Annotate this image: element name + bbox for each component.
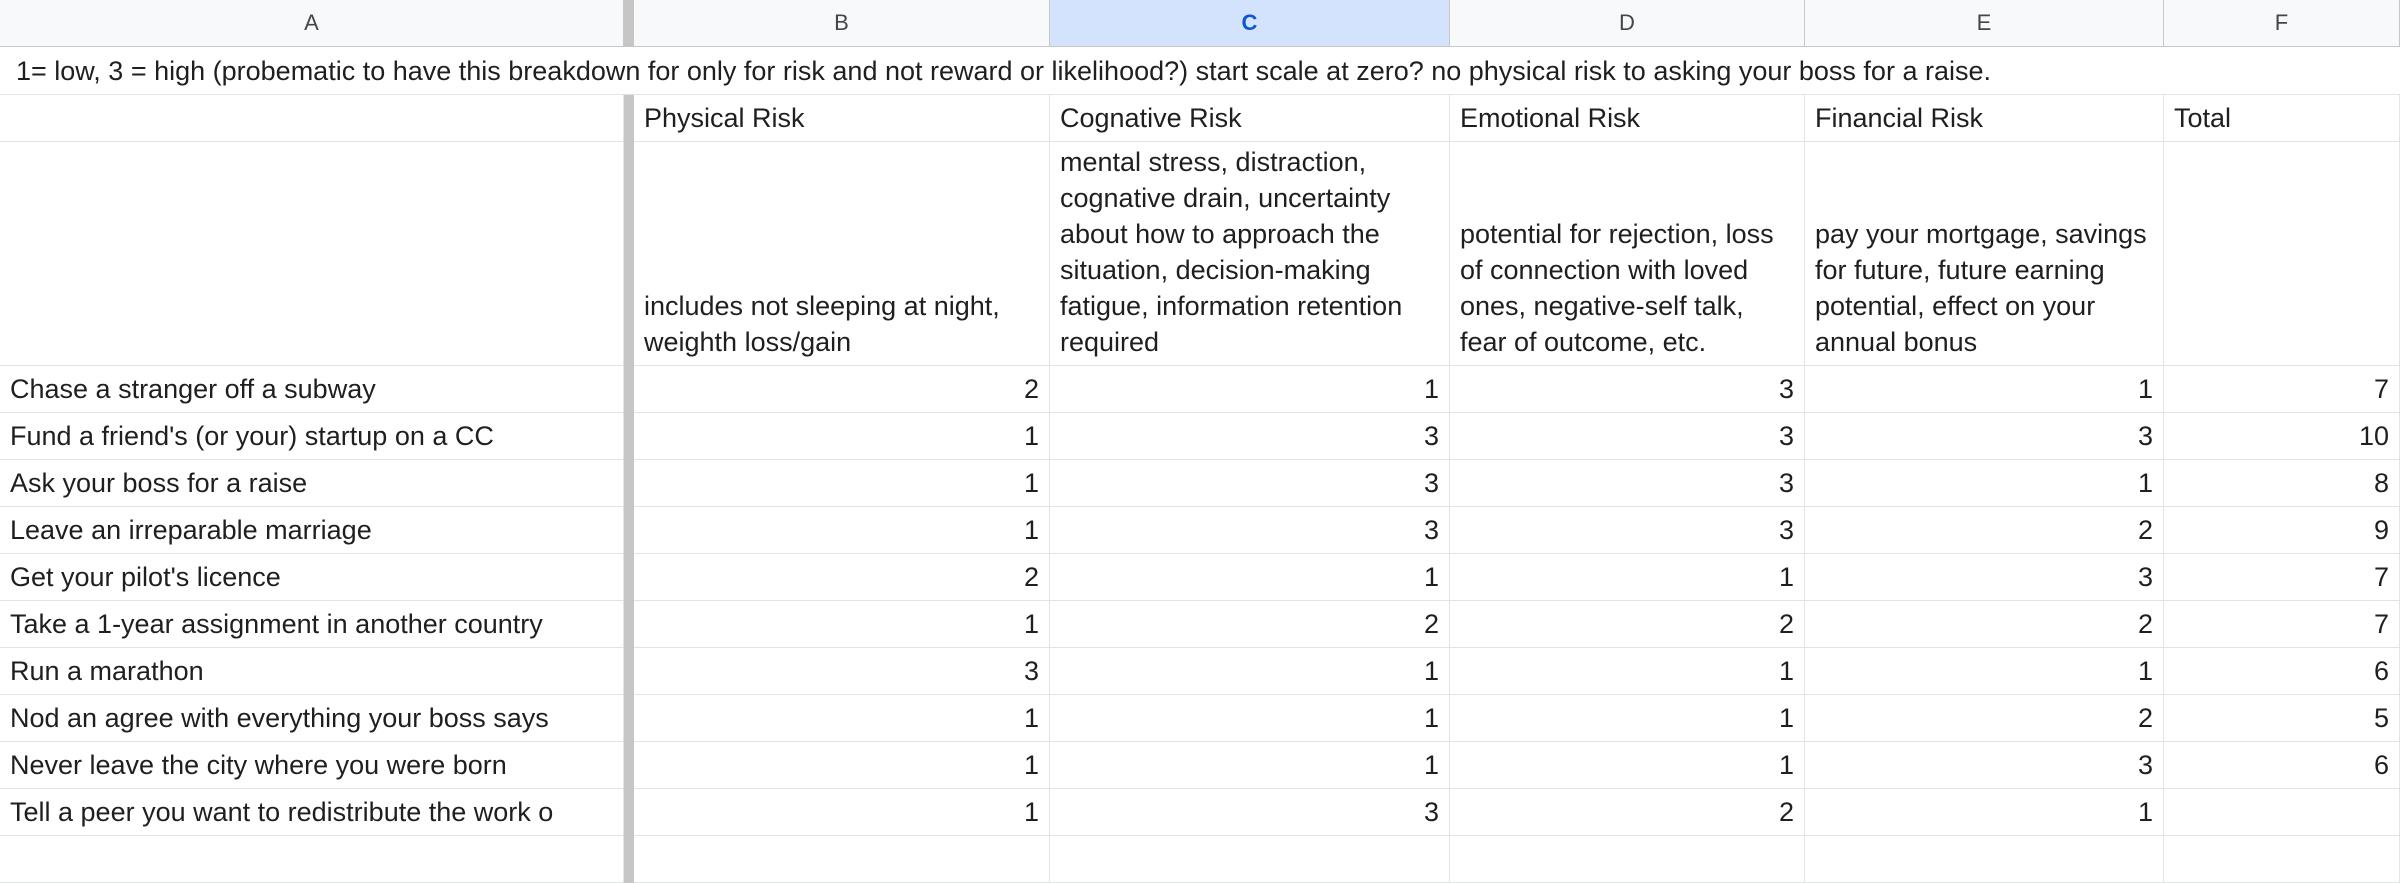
emotional-value[interactable]: 1 bbox=[1450, 695, 1805, 742]
cognitive-value[interactable]: 1 bbox=[1050, 648, 1450, 695]
activity-cell[interactable]: Leave an irreparable marriage bbox=[0, 507, 624, 554]
cognitive-value[interactable]: 3 bbox=[1050, 460, 1450, 507]
total-value[interactable]: 5 bbox=[2164, 695, 2400, 742]
financial-value[interactable]: 1 bbox=[1805, 460, 2164, 507]
financial-value[interactable]: 2 bbox=[1805, 601, 2164, 648]
physical-value[interactable]: 1 bbox=[634, 601, 1050, 648]
empty-cell[interactable] bbox=[2164, 836, 2400, 883]
frozen-column-divider[interactable] bbox=[624, 0, 634, 47]
activity-cell[interactable]: Never leave the city where you were born bbox=[0, 742, 624, 789]
total-value[interactable]: 6 bbox=[2164, 742, 2400, 789]
financial-value[interactable]: 1 bbox=[1805, 366, 2164, 413]
emotional-value[interactable]: 3 bbox=[1450, 460, 1805, 507]
activity-cell[interactable]: Fund a friend's (or your) startup on a CC bbox=[0, 413, 624, 460]
activity-cell[interactable]: Get your pilot's licence bbox=[0, 554, 624, 601]
total-value[interactable]: 8 bbox=[2164, 460, 2400, 507]
financial-value[interactable]: 3 bbox=[1805, 742, 2164, 789]
cognitive-value[interactable]: 3 bbox=[1050, 789, 1450, 836]
activity-cell[interactable]: Chase a stranger off a subway bbox=[0, 366, 624, 413]
activity-cell[interactable]: Take a 1-year assignment in another country bbox=[0, 601, 624, 648]
total-value[interactable]: 7 bbox=[2164, 554, 2400, 601]
physical-value[interactable]: 1 bbox=[634, 742, 1050, 789]
cognitive-value[interactable]: 2 bbox=[1050, 601, 1450, 648]
column-header-b[interactable]: B bbox=[634, 0, 1050, 47]
empty-cell[interactable] bbox=[0, 836, 624, 883]
physical-value[interactable]: 3 bbox=[634, 648, 1050, 695]
header-total[interactable]: Total bbox=[2164, 95, 2400, 142]
emotional-value[interactable]: 2 bbox=[1450, 789, 1805, 836]
physical-value[interactable]: 1 bbox=[634, 507, 1050, 554]
total-value[interactable]: 9 bbox=[2164, 507, 2400, 554]
activity-cell[interactable]: Run a marathon bbox=[0, 648, 624, 695]
header-financial-risk[interactable]: Financial Risk bbox=[1805, 95, 2164, 142]
financial-value[interactable]: 1 bbox=[1805, 789, 2164, 836]
frozen-divider-body bbox=[624, 95, 634, 883]
financial-value[interactable]: 2 bbox=[1805, 507, 2164, 554]
column-header-a[interactable]: A bbox=[0, 0, 624, 47]
financial-value[interactable]: 3 bbox=[1805, 554, 2164, 601]
emotional-value[interactable]: 3 bbox=[1450, 507, 1805, 554]
total-value[interactable]: 10 bbox=[2164, 413, 2400, 460]
column-header-c[interactable]: C bbox=[1050, 0, 1450, 47]
total-value[interactable]: 7 bbox=[2164, 366, 2400, 413]
physical-value[interactable]: 1 bbox=[634, 413, 1050, 460]
cognitive-value[interactable]: 1 bbox=[1050, 742, 1450, 789]
desc-total[interactable] bbox=[2164, 142, 2400, 366]
financial-value[interactable]: 3 bbox=[1805, 413, 2164, 460]
emotional-value[interactable]: 1 bbox=[1450, 742, 1805, 789]
physical-value[interactable]: 2 bbox=[634, 366, 1050, 413]
cognitive-value[interactable]: 1 bbox=[1050, 554, 1450, 601]
emotional-value[interactable]: 1 bbox=[1450, 648, 1805, 695]
financial-value[interactable]: 2 bbox=[1805, 695, 2164, 742]
desc-cognitive-risk[interactable]: mental stress, distraction, cognative drain, uncertainty about how to approach the situation, decision-making fatigue, information retention required bbox=[1050, 142, 1450, 366]
physical-value[interactable]: 1 bbox=[634, 695, 1050, 742]
desc-financial-risk[interactable]: pay your mortgage, savings for future, future earning potential, effect on your annual bonus bbox=[1805, 142, 2164, 366]
physical-value[interactable]: 1 bbox=[634, 460, 1050, 507]
physical-value[interactable]: 2 bbox=[634, 554, 1050, 601]
cell-a-header[interactable] bbox=[0, 95, 624, 142]
total-value[interactable]: 6 bbox=[2164, 648, 2400, 695]
empty-cell[interactable] bbox=[1050, 836, 1450, 883]
activity-cell[interactable]: Tell a peer you want to redistribute the work o bbox=[0, 789, 624, 836]
desc-physical-risk[interactable]: includes not sleeping at night, weighth loss/gain bbox=[634, 142, 1050, 366]
header-emotional-risk[interactable]: Emotional Risk bbox=[1450, 95, 1805, 142]
cognitive-value[interactable]: 1 bbox=[1050, 366, 1450, 413]
emotional-value[interactable]: 2 bbox=[1450, 601, 1805, 648]
emotional-value[interactable]: 3 bbox=[1450, 413, 1805, 460]
financial-value[interactable]: 1 bbox=[1805, 648, 2164, 695]
empty-cell[interactable] bbox=[1805, 836, 2164, 883]
column-header-d[interactable]: D bbox=[1450, 0, 1805, 47]
activity-cell[interactable]: Ask your boss for a raise bbox=[0, 460, 624, 507]
column-header-e[interactable]: E bbox=[1805, 0, 2164, 47]
cognitive-value[interactable]: 3 bbox=[1050, 413, 1450, 460]
activity-cell[interactable]: Nod an agree with everything your boss says bbox=[0, 695, 624, 742]
note-cell[interactable] bbox=[0, 47, 2400, 95]
column-header-f[interactable]: F bbox=[2164, 0, 2400, 47]
desc-emotional-risk[interactable]: potential for rejection, loss of connection with loved ones, negative-self talk, fear of outcome, etc. bbox=[1450, 142, 1805, 366]
cell-a-description[interactable] bbox=[0, 142, 624, 366]
header-physical-risk[interactable]: Physical Risk bbox=[634, 95, 1050, 142]
total-value[interactable]: 7 bbox=[2164, 601, 2400, 648]
empty-cell[interactable] bbox=[634, 836, 1050, 883]
emotional-value[interactable]: 1 bbox=[1450, 554, 1805, 601]
emotional-value[interactable]: 3 bbox=[1450, 366, 1805, 413]
header-cognitive-risk[interactable]: Cognative Risk bbox=[1050, 95, 1450, 142]
total-value[interactable] bbox=[2164, 789, 2400, 836]
physical-value[interactable]: 1 bbox=[634, 789, 1050, 836]
cognitive-value[interactable]: 3 bbox=[1050, 507, 1450, 554]
empty-cell[interactable] bbox=[1450, 836, 1805, 883]
note-text: 1= low, 3 = high (probematic to have this breakdown for only for risk and not reward or likelihood?) start scale at zero? no physical risk to asking your boss for a raise. bbox=[16, 56, 1991, 86]
cognitive-value[interactable]: 1 bbox=[1050, 695, 1450, 742]
